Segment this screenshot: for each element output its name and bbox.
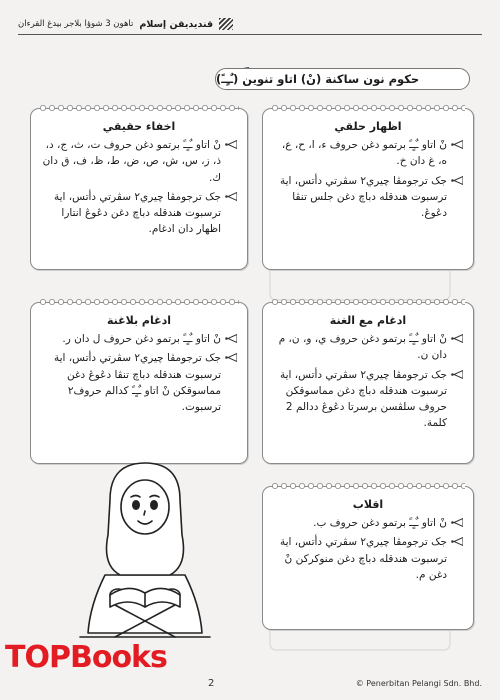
card-idgham-maal-ghunnah xyxy=(262,302,474,464)
arrow-bullet-icon xyxy=(225,334,237,343)
card-point-text: نْ اتاو ـٌـٍـً برتمو دغن حروف ب. xyxy=(313,517,447,529)
card-point xyxy=(271,137,463,170)
card-points xyxy=(31,331,247,415)
card-point-text: نْ اتاو ـٌـٍـً برتمو دغن حروف ل دان ر. xyxy=(62,333,221,345)
card-spiral xyxy=(39,103,239,113)
card-point xyxy=(271,515,463,531)
arrow-bullet-icon xyxy=(451,537,463,546)
card-points xyxy=(263,331,473,432)
card-point xyxy=(271,367,463,432)
card-izhar-halqi xyxy=(262,108,474,270)
arrow-bullet-icon xyxy=(451,518,463,527)
watermark-logo xyxy=(5,640,167,675)
card-point xyxy=(39,350,237,415)
card-spiral xyxy=(271,103,465,113)
card-point xyxy=(39,331,237,347)
card-points xyxy=(263,137,473,221)
topic-banner xyxy=(215,68,470,90)
card-iqlab xyxy=(262,486,474,630)
arrow-bullet-icon xyxy=(451,176,463,185)
copyright-text: © Penerbitan Pelangi Sdn. Bhd. xyxy=(355,679,482,688)
card-point xyxy=(39,189,237,238)
arrow-bullet-icon xyxy=(451,334,463,343)
watermark-top: TOP xyxy=(5,640,70,675)
card-title: اخفاء حقيقي xyxy=(102,120,176,133)
girl-reading-quran-illustration xyxy=(70,455,220,645)
card-point-text: جک ترجومڤا چيري٢ سڤرتي دأتس، اية ترسبوت هندقله دباچ دغن مماسوقكن حروف سلڤسن برسرتا دڠوڠ ددالم 2 کلمة. xyxy=(279,368,447,430)
card-point xyxy=(271,331,463,364)
card-title: ادغام بلاغنة xyxy=(106,314,172,327)
running-header xyxy=(18,14,482,35)
card-point-text: نْ اتاو ـٌـٍـً برتمو دغن حروف ت، ث، ج، د، ذ، ز، س، ش، ص، ض، ط، ظ، ف، ق دان ك. xyxy=(42,139,221,184)
card-point-text: نْ اتاو ـٌـٍـً برتمو دغن حروف ي، و، ن، م دان ن. xyxy=(278,333,447,362)
card-ikhfa-haqiqi xyxy=(30,108,248,270)
card-title: اقلاب xyxy=(352,498,384,511)
card-title: اظهار حلقي xyxy=(334,120,402,133)
card-spiral xyxy=(271,297,465,307)
header-subtitle: تاهون 3 شوؤا بلاجر بيدغ القرءان xyxy=(18,19,134,29)
card-title: ادغام مع الغنة xyxy=(329,314,407,327)
header-title: قنديديقن إسلام xyxy=(139,18,214,30)
card-point-text: جک ترجومڤا چيري٢ سڤرتي دأتس، اية ترسبوت هندقله دباچ تنڤا دڠوڠ دغن مماسوقكن نْ اتاو ـٌـٍـً كدالم حروف٢ ترسبوت. xyxy=(53,352,221,414)
card-point xyxy=(271,173,463,222)
topic-banner-text: حكوم نون ساكنة (نْ) اتاو تنوين (ـٌـٍـً) xyxy=(216,72,420,86)
card-points xyxy=(263,515,473,583)
watermark-books: Books xyxy=(69,640,167,675)
arrow-bullet-icon xyxy=(225,140,237,149)
card-spiral xyxy=(271,481,465,491)
card-idgham-bila-ghunnah xyxy=(30,302,248,464)
card-points xyxy=(31,137,247,238)
card-point-text: جک ترجومڤا چيري٢ سڤرتي دأتس، اية ترسبوت هندقله دباچ دغن دڠوڠ انتارا اظهار دان ادغام. xyxy=(53,190,221,236)
arrow-bullet-icon xyxy=(451,140,463,149)
card-point-text: جک ترجومڤا چيري٢ سڤرتي دأتس، اية ترسبوت هندقله دباچ دغن منوكركن نْ دغن م. xyxy=(279,536,447,581)
card-point xyxy=(271,534,463,583)
page-number: 2 xyxy=(208,678,215,689)
card-point-text: نْ اتاو ـٌـٍـً برتمو دغن حروف ء، ا، ح، ع، ه، غ دان خ. xyxy=(281,139,447,168)
arrow-bullet-icon xyxy=(225,353,237,362)
card-point xyxy=(39,137,237,186)
arrow-bullet-icon xyxy=(225,192,237,201)
arrow-bullet-icon xyxy=(451,370,463,379)
card-point-text: جک ترجومڤا چيري٢ سڤرتي دأتس، اية ترسبوت هندقله دباچ دغن جلس تنڤا دڠوڠ. xyxy=(279,174,447,220)
header-stripes-icon xyxy=(219,18,233,30)
card-spiral xyxy=(39,297,239,307)
page-footer xyxy=(18,676,482,692)
